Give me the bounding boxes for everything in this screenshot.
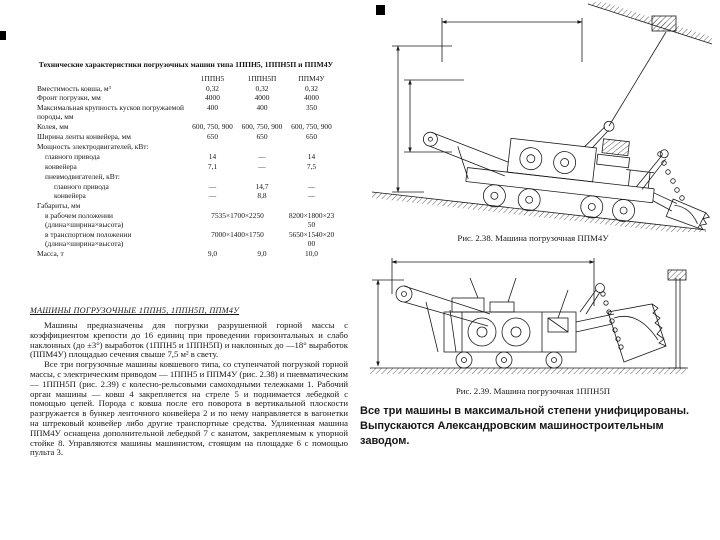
figure-2-38 <box>352 2 716 232</box>
row-value: 400 <box>256 103 268 113</box>
row-value: 600, 750, 900 <box>241 122 283 132</box>
figure-2-39 <box>358 250 694 382</box>
row-value: 350 <box>305 103 318 113</box>
row-label: конвейера <box>54 191 86 201</box>
row-value: 600, 750, 900 <box>192 122 233 132</box>
table-row <box>36 230 336 249</box>
spec-table-block <box>36 60 336 259</box>
row-label: главного привода <box>45 151 100 161</box>
table-row <box>36 94 336 104</box>
row-value <box>287 172 336 182</box>
row-label: Колея, мм <box>37 122 69 132</box>
spec-col-spacer <box>36 74 188 84</box>
row-value: 4000 <box>304 93 319 103</box>
row-value <box>287 202 336 212</box>
unification-note-line1: Все три машины в максимальной степени унифицированы. <box>360 405 690 417</box>
row-label: конвейера <box>45 161 77 171</box>
row-label: Максимальная крупность кусков погружаемой породы, мм <box>37 103 184 122</box>
row-value: 14,7 <box>255 181 269 191</box>
scan-registration-mark <box>0 31 6 40</box>
column-header: 1ППН5 <box>200 73 225 83</box>
row-label: Вместимость ковша, м³ <box>37 83 111 93</box>
row-label: Ширина ленты конвейера, мм <box>37 131 131 141</box>
table-row <box>36 192 336 202</box>
spec-table <box>36 74 336 259</box>
row-label: Фронт погрузки, мм <box>37 93 101 103</box>
row-label: в транспортном положении (длина×ширина×высота) <box>45 229 132 248</box>
row-value: 0,32 <box>206 83 219 93</box>
paragraph: Машины предназначены для погрузки разрушенной горной массы с коэффициентом крепости до 16 единиц при проведении горизонтальных и слабо наклонных (до ±3°) выработок (1ППН5 и 1ППН5П) и наклонных до —18° выработок (ППМ4У) площадью сечения свыше 7,5 м² в свету. <box>30 320 348 360</box>
row-label: в рабочем положении (длина×ширина×высота) <box>45 211 124 230</box>
table-row <box>36 152 336 162</box>
row-value: 4000 <box>205 93 220 103</box>
row-value: 9,0 <box>257 248 267 258</box>
figure-2-39-caption: Рис. 2.39. Машина погрузочная 1ППН5П <box>455 386 611 396</box>
row-label: пневмодвигателей, кВт: <box>45 171 120 181</box>
row-value: — <box>208 181 217 191</box>
row-value <box>188 142 237 152</box>
table-row <box>36 172 336 182</box>
table-row <box>36 202 336 212</box>
row-value: 0,32 <box>305 83 318 93</box>
paragraph: Все три погрузочные машины ковшевого типа, со ступенчатой погрузкой горной массы, с электрическим приводом — 1ППН5 и ППМ4У (рис. 2.38) и пневматическим — 1ППН5П (рис. 2.39) с колесно-рельсовыми самоходными тележками 1. Рабочий орган машины — ковш 4 закрепляется на стреле 5 и поднимается лебедкой с помощью цепей. Порода с ковша после его поворота в вертикальной плоскости разгружается в бункер ленточного конвейера 2 и по нему направляется в вагонетки на штрековый конвейер либо другие транспортные средства. Удлиненная машина ППМ4У оснащена дополнительной лебедкой 7 с канатом, закрепляемым к упорной стойке 8. Управляются машины машинистом, стоящим на площадке 6 с помощью пульта 3. <box>30 359 348 458</box>
row-value: 7535×1700×2250 <box>211 211 264 221</box>
row-value: 9,0 <box>207 248 218 258</box>
row-value <box>287 142 336 152</box>
unification-note <box>360 404 714 449</box>
table-header-row <box>36 74 336 84</box>
table-row <box>36 122 336 132</box>
row-label: Габариты, мм <box>37 201 81 211</box>
row-value: 8200×1800×2350 <box>288 211 335 230</box>
column-header: 1ППН5П <box>247 73 277 83</box>
table-row <box>36 162 336 172</box>
table-row <box>36 84 336 94</box>
table-row <box>36 249 336 259</box>
row-value: 600, 750, 900 <box>291 122 332 132</box>
row-value: — <box>258 161 266 171</box>
row-value: 400 <box>206 103 219 113</box>
row-value: 14 <box>208 151 217 161</box>
table-row <box>36 104 336 123</box>
row-value: 4000 <box>254 93 270 103</box>
table-row <box>36 182 336 192</box>
article-block <box>30 306 348 458</box>
row-value: — <box>307 191 316 201</box>
row-value: — <box>258 151 266 161</box>
table-row <box>36 132 336 142</box>
row-value <box>237 202 287 212</box>
row-value <box>188 202 237 212</box>
column-header: ППМ4У <box>298 73 325 83</box>
loading-machine-ppm4u-drawing <box>352 2 716 232</box>
table-row <box>36 142 336 152</box>
table-row <box>36 212 336 231</box>
row-value: 650 <box>256 131 268 141</box>
row-value: 650 <box>206 131 219 141</box>
loading-machine-1ppn5p-drawing <box>358 250 694 382</box>
row-value <box>237 172 287 182</box>
row-value: 650 <box>305 131 318 141</box>
row-value: 7,5 <box>306 161 317 171</box>
row-label: Масса, т <box>37 248 64 258</box>
row-value: — <box>307 181 316 191</box>
unification-note-line2: Выпускаются Александровским машиностроительным заводом. <box>360 420 664 447</box>
row-value: 14 <box>307 151 316 161</box>
row-label: Мощность электродвигателей, кВт: <box>37 141 149 151</box>
row-value: 0,32 <box>255 83 269 93</box>
table-title: Технические характеристики погрузочных машин типа 1ППН5, 1ППН5П и ППМ4У <box>38 60 334 69</box>
section-heading: МАШИНЫ ПОГРУЗОЧНЫЕ 1ППН5, 1ППН5П, ППМ4У <box>30 306 240 315</box>
row-value: 5650×1540×2000 <box>288 229 335 248</box>
row-label: главного привода <box>54 181 109 191</box>
row-value: 7,1 <box>207 161 218 171</box>
row-value: 10,0 <box>305 248 318 258</box>
row-value: 7000×1400×1750 <box>211 229 264 239</box>
spec-table-body <box>36 84 336 259</box>
row-value: 8,8 <box>257 191 267 201</box>
row-value <box>188 172 237 182</box>
figure-2-38-caption: Рис. 2.38. Машина погрузочная ППМ4У <box>457 233 609 243</box>
row-value <box>237 142 287 152</box>
row-value: — <box>208 191 217 201</box>
